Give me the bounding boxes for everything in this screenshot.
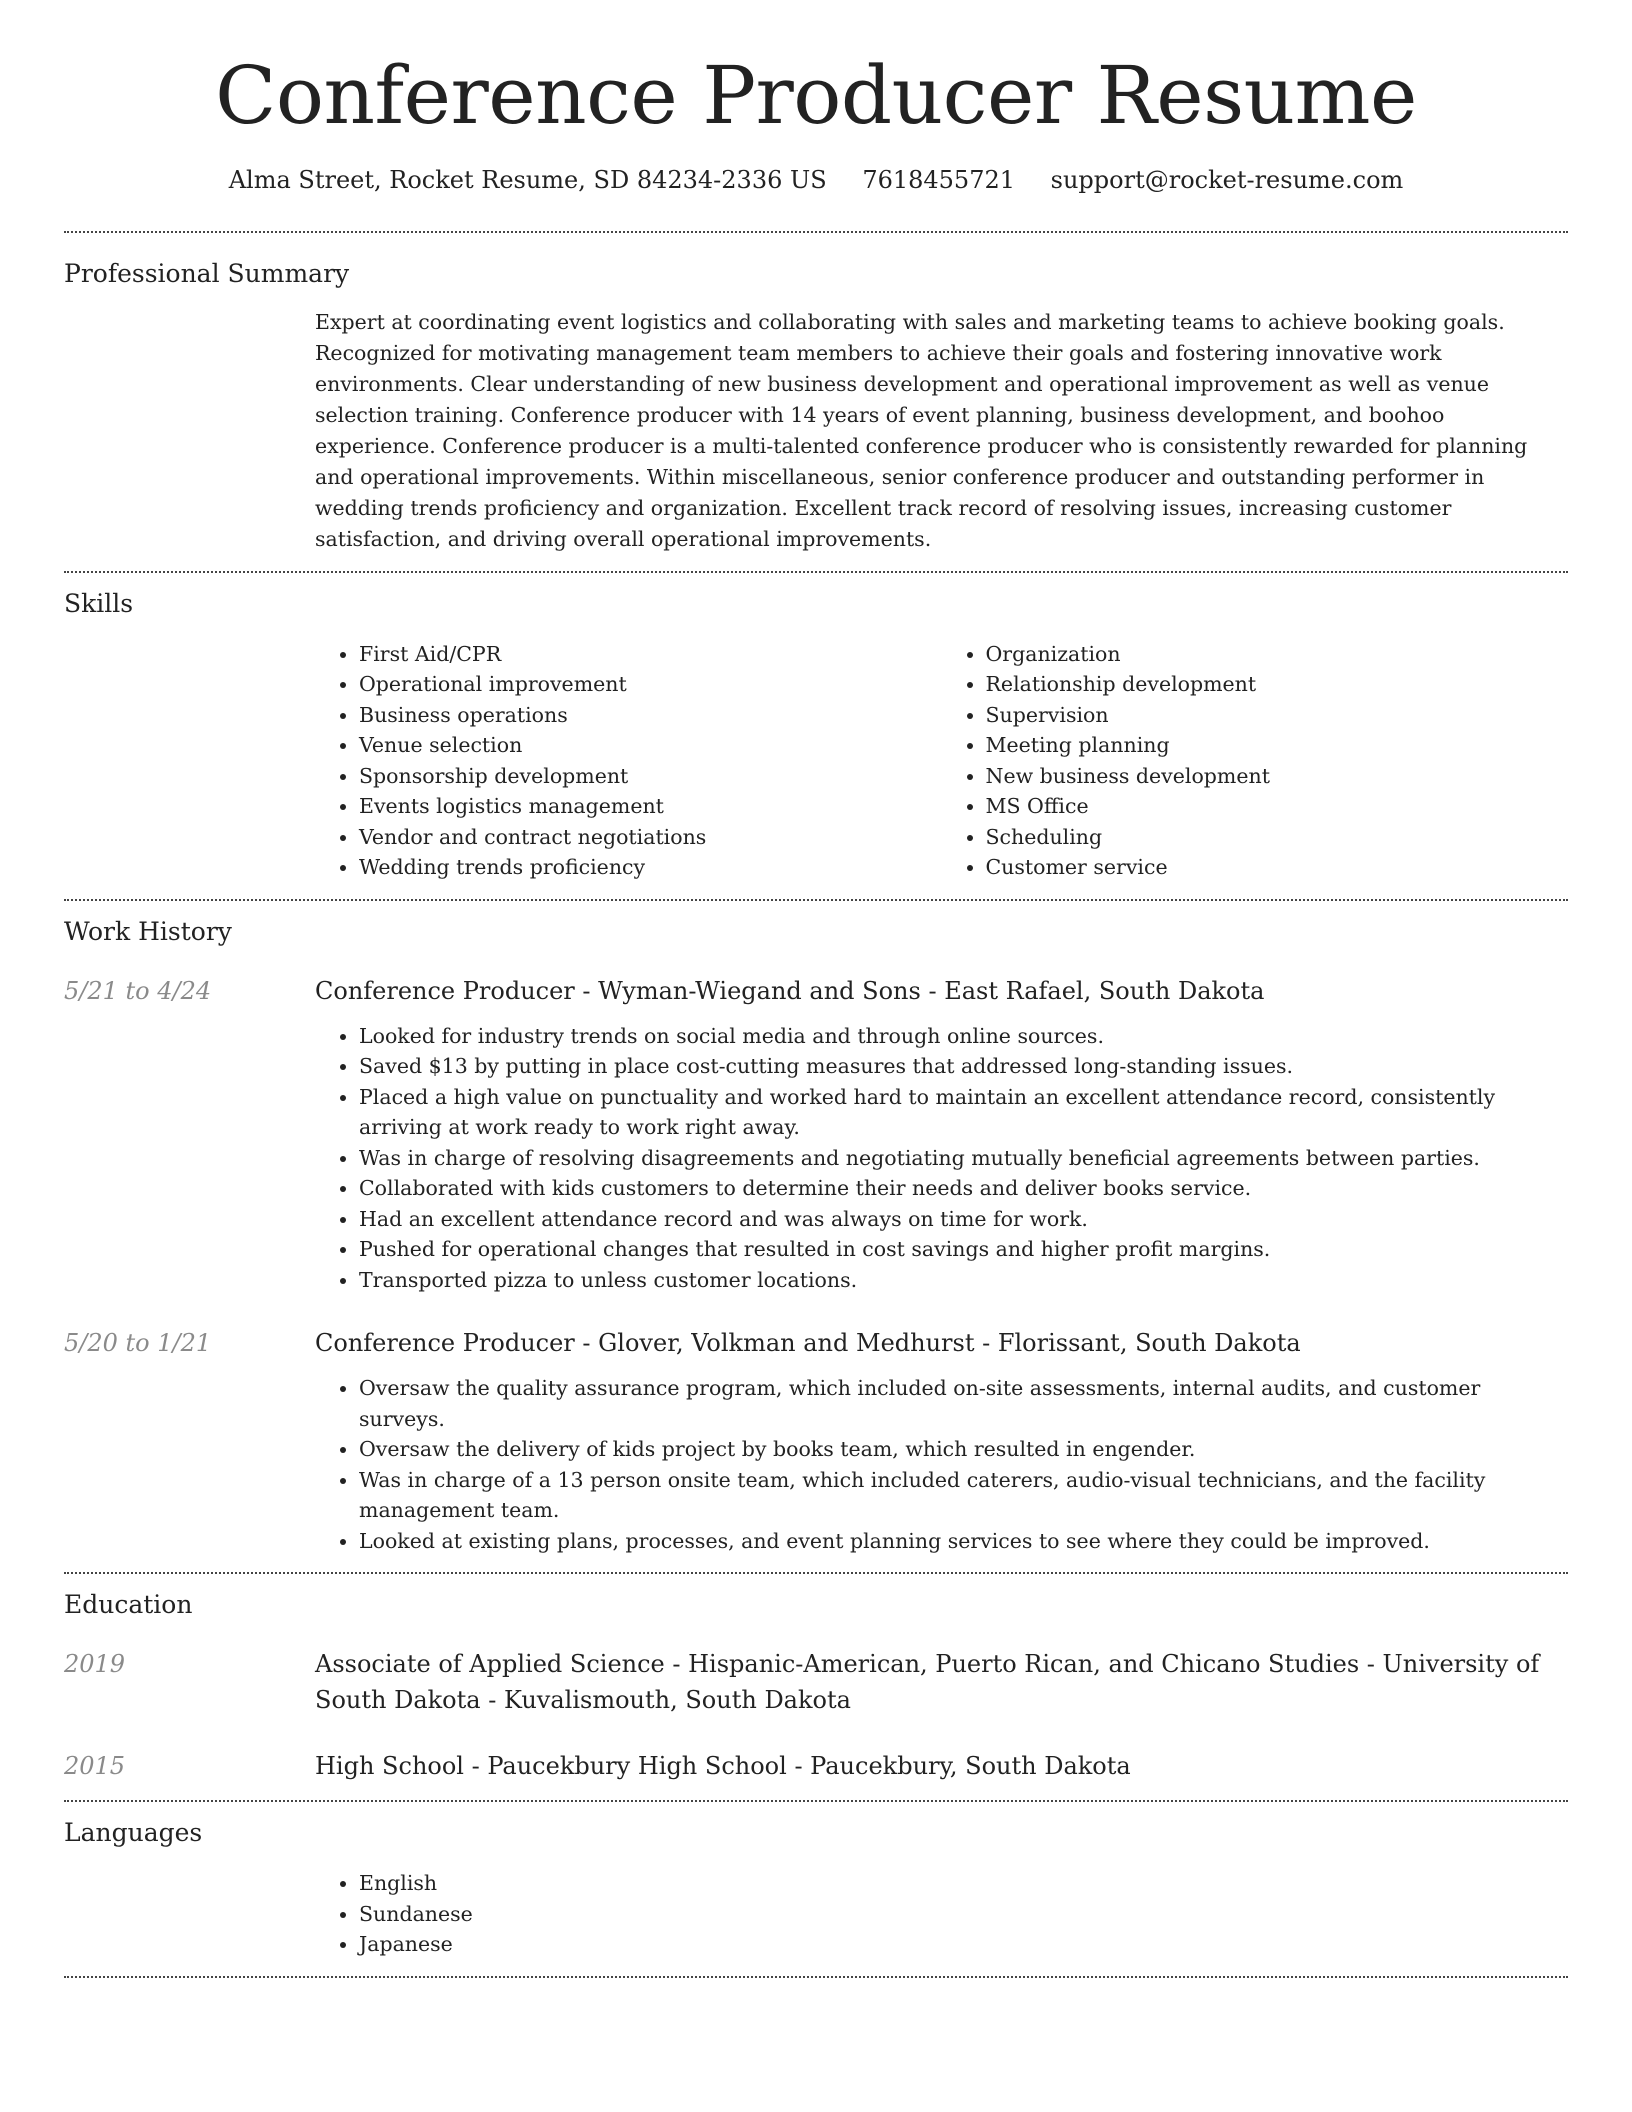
list-item: • Events logistics management: [359, 791, 942, 822]
job-entry: [64, 973, 1568, 1296]
job-bullets: [315, 1021, 1568, 1296]
list-item: • Looked at existing plans, processes, and event planning services to see where they could be improved.: [359, 1526, 1568, 1557]
section-title-languages: Languages: [64, 1818, 203, 1848]
list-item: • Wedding trends proficiency: [359, 852, 942, 883]
list-item: • Oversaw the quality assurance program, which included on-site assessments, internal audits, and customer surveys.: [359, 1373, 1568, 1434]
job-title: Conference Producer - Wyman-Wiegand and Sons - East Rafael, South Dakota: [315, 976, 1265, 1005]
list-item: • Vendor and contract negotiations: [359, 822, 942, 853]
list-item: • Transported pizza to unless customer locations.: [359, 1265, 1568, 1296]
section-title-education: Education: [64, 1590, 193, 1620]
list-item: • Was in charge of resolving disagreements and negotiating mutually beneficial agreements between parties.: [359, 1143, 1568, 1174]
email: support@rocket-resume.com: [1050, 166, 1404, 194]
skills-spacer: [64, 639, 315, 883]
list-item: • Supervision: [986, 700, 1569, 731]
list-item: • Saved $13 by putting in place cost-cutting measures that addressed long-standing issues.: [359, 1051, 1568, 1082]
list-item: • Collaborated with kids customers to determine their needs and deliver books service.: [359, 1173, 1568, 1204]
education-title: Associate of Applied Science - Hispanic-American, Puerto Rican, and Chicano Studies - University of South Dakota - Kuvalismouth, South Dakota: [315, 1650, 1540, 1715]
resume-title: Conference Producer Resume: [215, 49, 1417, 142]
skills-list-col2: [942, 639, 1569, 883]
job-entry: [64, 1325, 1568, 1556]
work-section: [64, 901, 1568, 1557]
contact-line: [64, 166, 1568, 195]
list-item: • First Aid/CPR: [359, 639, 942, 670]
job-bullets: [315, 1373, 1568, 1556]
skills-list-col1: [315, 639, 942, 883]
job-dates: 5/21 to 4/24: [64, 976, 212, 1005]
languages-section: [64, 1802, 1568, 1960]
list-item: • Was in charge of a 13 person onsite team, which included caterers, audio-visual technicians, and the facility management team.: [359, 1465, 1568, 1526]
divider: [64, 1976, 1568, 1978]
list-item: • Sponsorship development: [359, 761, 942, 792]
list-item: • Oversaw the delivery of kids project by books team, which resulted in engender.: [359, 1434, 1568, 1465]
resume-header: [64, 0, 1568, 195]
section-title-work: Work History: [64, 916, 232, 946]
list-item: • Operational improvement: [359, 669, 942, 700]
job-title: Conference Producer - Glover, Volkman and Medhurst - Florissant, South Dakota: [315, 1329, 1301, 1358]
list-item: • Pushed for operational changes that resulted in cost savings and higher profit margins.: [359, 1234, 1568, 1265]
list-item: • Business operations: [359, 700, 942, 731]
list-item: • Had an excellent attendance record and was always on time for work.: [359, 1204, 1568, 1235]
education-year: 2015: [64, 1752, 126, 1781]
education-title: High School - Paucekbury High School - Paucekbury, South Dakota: [315, 1752, 1131, 1781]
list-item: • Venue selection: [359, 730, 942, 761]
summary-section: [64, 233, 1568, 555]
list-item: • Looked for industry trends on social media and through online sources.: [359, 1021, 1568, 1052]
list-item: • Placed a high value on punctuality and worked hard to maintain an excellent attendance record, consistently arriving at work ready to work right away.: [359, 1082, 1568, 1143]
list-item: • Organization: [986, 639, 1569, 670]
education-section: [64, 1574, 1568, 1784]
list-item: • Relationship development: [986, 669, 1569, 700]
list-item: • English: [359, 1868, 1568, 1899]
list-item: • Scheduling: [986, 822, 1569, 853]
education-entry: [64, 1646, 1568, 1718]
languages-list: [315, 1868, 1568, 1960]
skills-section: [64, 573, 1568, 883]
list-item: • Meeting planning: [986, 730, 1569, 761]
list-item: • New business development: [986, 761, 1569, 792]
phone: 7618455721: [862, 166, 1016, 194]
list-item: • MS Office: [986, 791, 1569, 822]
education-year: 2019: [64, 1650, 126, 1679]
languages-spacer: [64, 1868, 315, 1960]
job-dates: 5/20 to 1/21: [64, 1329, 212, 1358]
list-item: • Sundanese: [359, 1899, 1568, 1930]
education-entry: [64, 1748, 1568, 1784]
summary-spacer: [64, 307, 315, 555]
section-title-summary: Professional Summary: [64, 258, 350, 288]
address: Alma Street, Rocket Resume, SD 84234-2336 US: [228, 166, 827, 194]
section-title-skills: Skills: [64, 588, 134, 618]
list-item: • Japanese: [359, 1929, 1568, 1960]
list-item: • Customer service: [986, 852, 1569, 883]
summary-text: Expert at coordinating event logistics and collaborating with sales and marketing teams to achieve booking goals. Recognized for motivating management team members to achieve their goals and fostering innovative work environments. Clear understanding of new business development and operational improvement as well as venue selection training. Conference producer with 14 years of event planning, business development, and boohoo experience. Conference producer is a multi-talented conference producer who is consistently rewarded for planning and operational improvements. Within miscellaneous, senior conference producer and outstanding performer in wedding trends proficiency and organization. Excellent track record of resolving issues, increasing customer satisfaction, and driving overall operational improvements.: [315, 309, 1528, 551]
